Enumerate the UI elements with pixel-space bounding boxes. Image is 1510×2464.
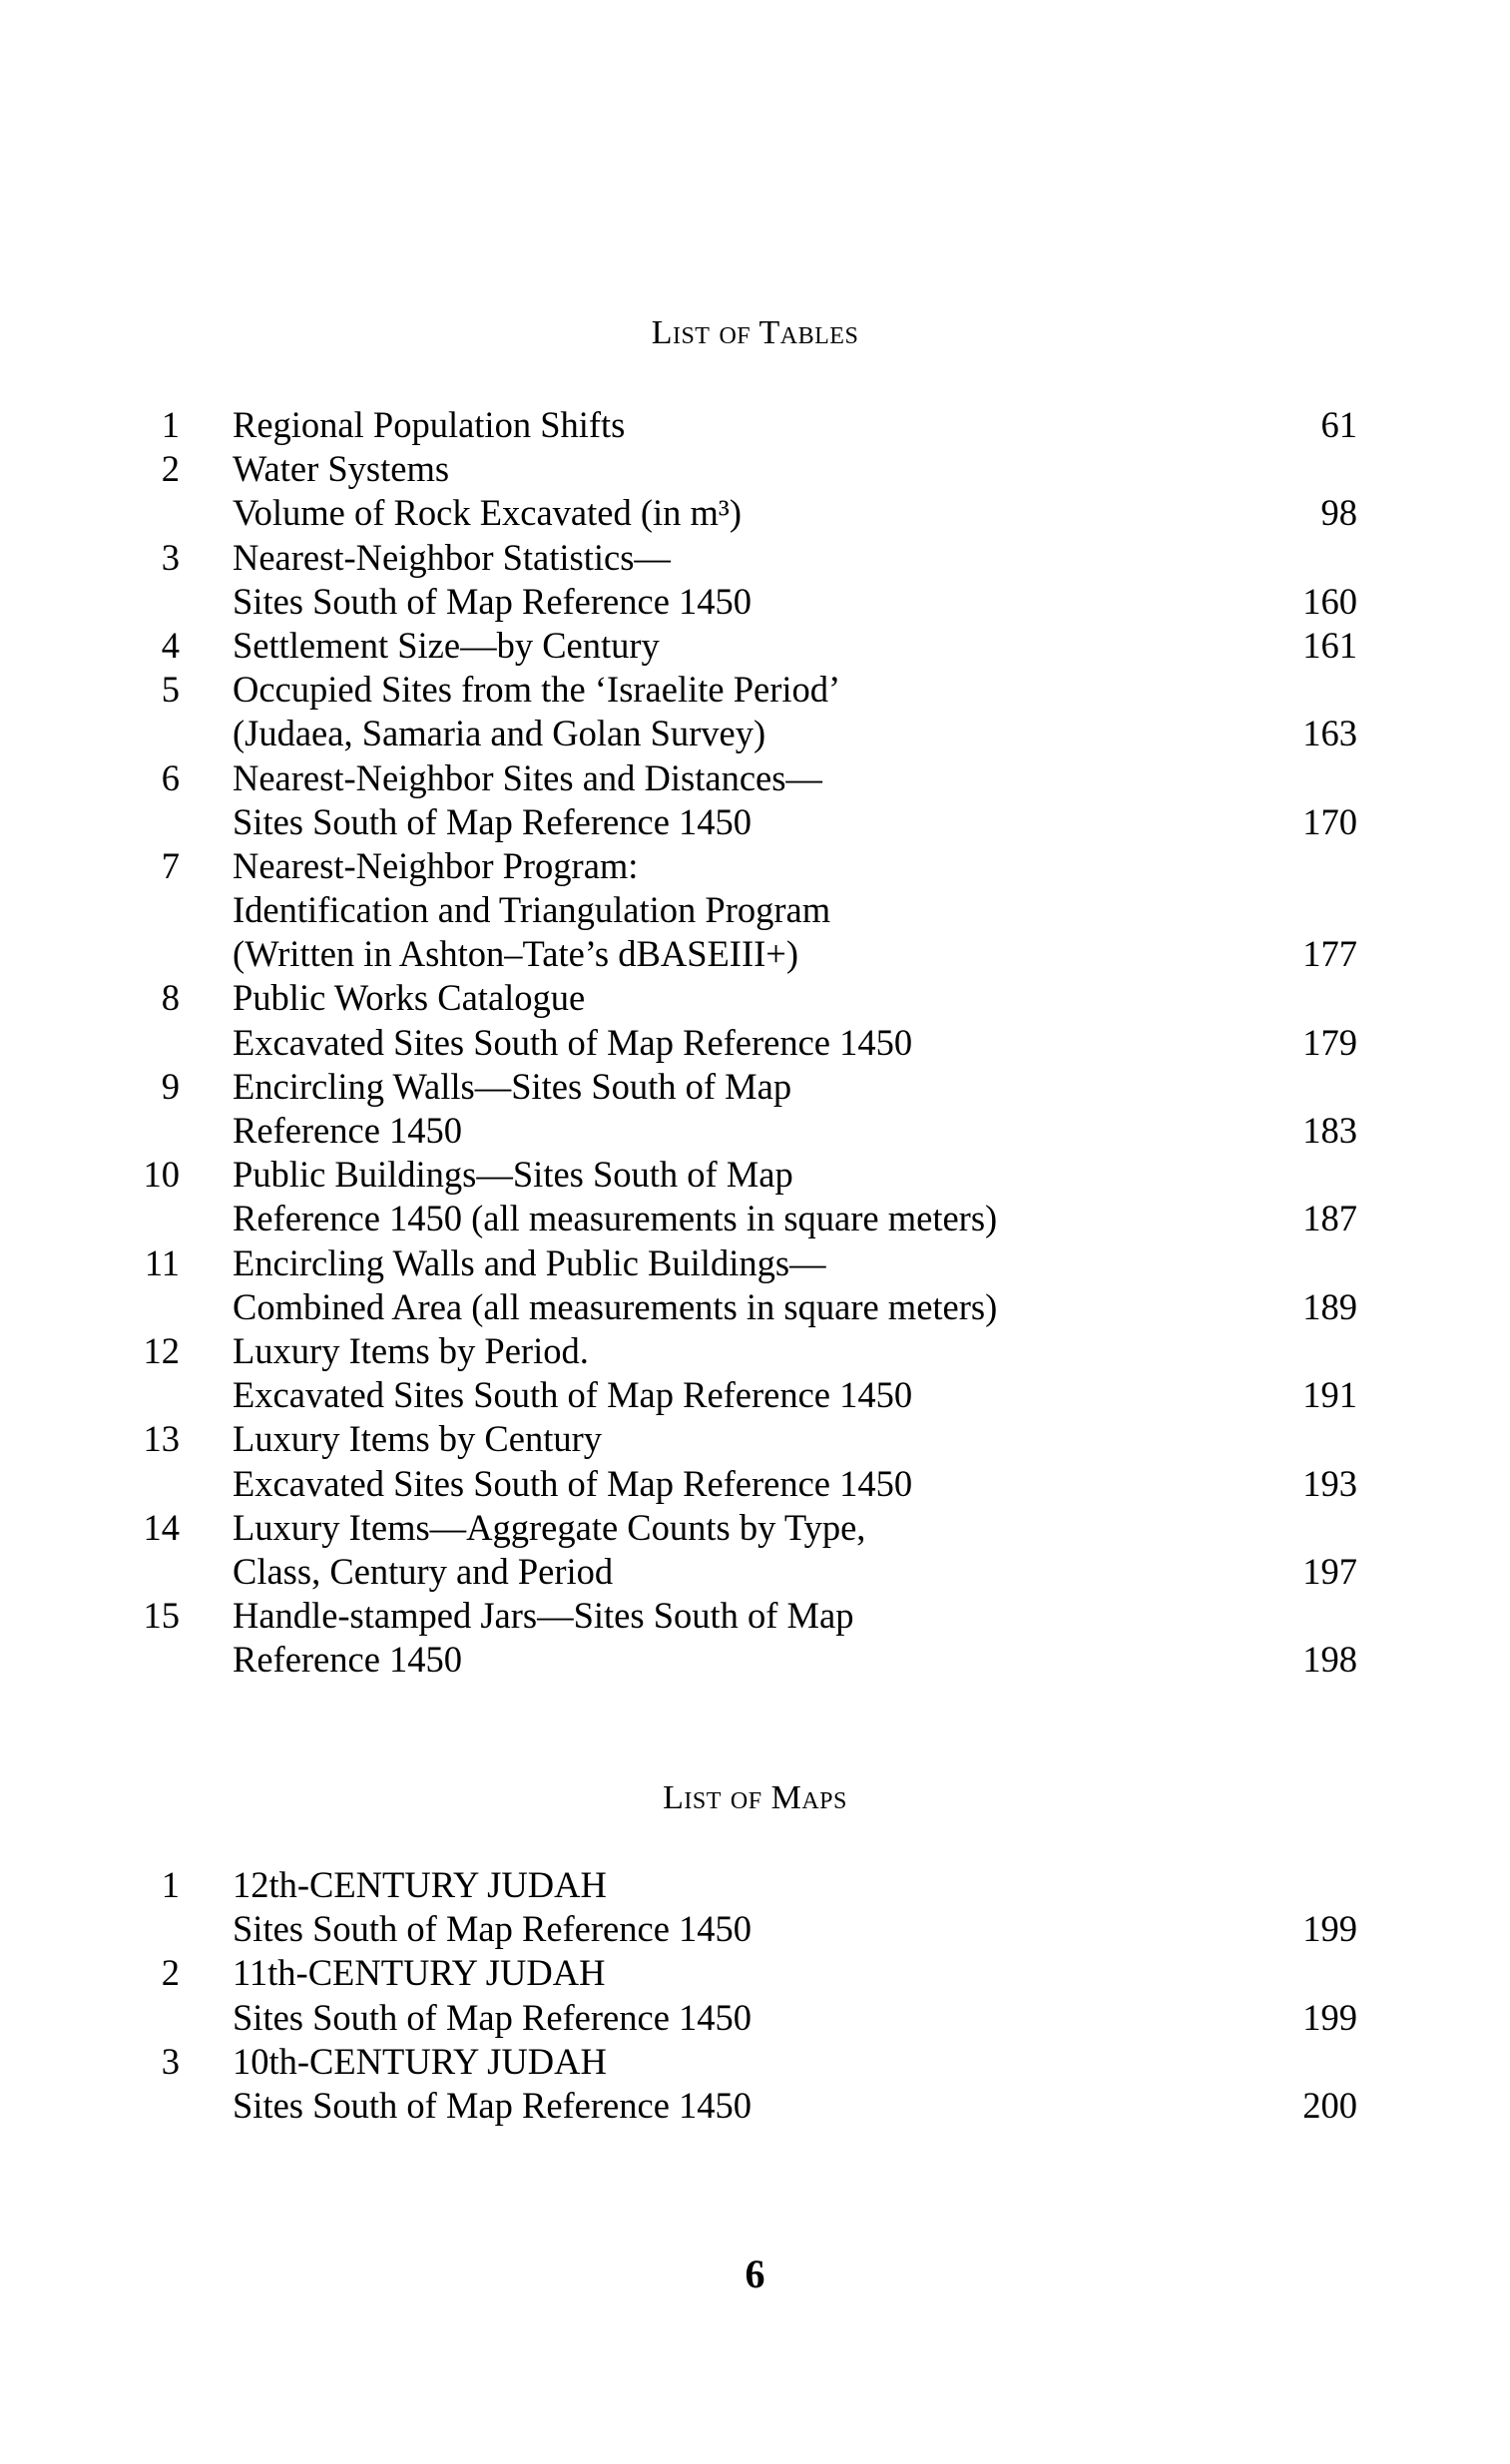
list-entry [140, 844, 1357, 977]
entry-title-line: Reference 1450 [233, 1110, 463, 1151]
entry-line [140, 2040, 1357, 2084]
entry-line [140, 1021, 1357, 1065]
entry-line [140, 1462, 1357, 1506]
list-entry [140, 1506, 1357, 1594]
entry-title-line: Excavated Sites South of Map Reference 1450 [233, 1021, 913, 1063]
entry-title-line: Sites South of Map Reference 1450 [233, 800, 753, 842]
entry-line [140, 1065, 1357, 1109]
entry-number: 11 [144, 1241, 180, 1283]
list-entry [140, 2040, 1357, 2128]
entry-line [140, 447, 1357, 491]
entry-page-number: 170 [1302, 800, 1357, 842]
entry-number: 2 [161, 1952, 180, 1994]
entry-page-number: 163 [1302, 713, 1357, 754]
entry-title-line: Luxury Items—Aggregate Counts by Type, [233, 1506, 866, 1548]
entry-line [140, 1417, 1357, 1461]
entry-title-line: Settlement Size—by Century [233, 624, 660, 666]
entry-title-line: Water Systems [233, 448, 450, 490]
entry-title-line: Handle-stamped Jars—Sites South of Map [233, 1595, 854, 1637]
entry-page-number: 187 [1302, 1198, 1357, 1239]
entry-title-line: Regional Population Shifts [233, 404, 626, 445]
entry-line [140, 1550, 1357, 1594]
entry-page-number: 199 [1302, 1996, 1357, 2038]
entry-line [140, 1907, 1357, 1951]
entry-title-line: Nearest-Neighbor Statistics— [233, 536, 671, 578]
entry-title-line: Public Works Catalogue [233, 977, 586, 1019]
entry-title-line: (Judaea, Samaria and Golan Survey) [233, 713, 766, 754]
entry-title-line: Sites South of Map Reference 1450 [233, 1908, 753, 1950]
entry-line [140, 1594, 1357, 1638]
entry-page-number: 200 [1302, 2084, 1357, 2126]
entry-page-number: 199 [1302, 1908, 1357, 1950]
entry-title-line: Luxury Items by Century [233, 1418, 603, 1460]
entry-number: 3 [161, 2040, 180, 2082]
entry-title-line: Volume of Rock Excavated (in m³) [233, 492, 742, 534]
entry-page-number: 193 [1302, 1462, 1357, 1504]
entry-line [140, 403, 1357, 447]
entry-number: 10 [143, 1154, 180, 1196]
entry-page-number: 61 [1320, 404, 1357, 445]
entry-number: 2 [161, 448, 180, 490]
entry-line [140, 624, 1357, 668]
entry-line [140, 800, 1357, 844]
entry-number: 5 [161, 669, 180, 711]
entry-page-number: 179 [1302, 1021, 1357, 1063]
entry-line [140, 888, 1357, 932]
entry-page-number: 177 [1302, 933, 1357, 975]
entry-line [140, 1506, 1357, 1550]
list-of-maps [140, 1863, 1357, 2128]
entry-number: 1 [161, 1864, 180, 1905]
entry-title-line: Luxury Items by Period. [233, 1329, 589, 1371]
list-entry [140, 447, 1357, 535]
entry-title-line: 11th-CENTURY JUDAH [233, 1952, 606, 1994]
entry-title-line: Reference 1450 [233, 1639, 463, 1681]
entry-line [140, 1373, 1357, 1417]
entry-title-line: Encircling Walls—Sites South of Map [233, 1065, 792, 1107]
list-entry [140, 1951, 1357, 2039]
entry-title-line: Sites South of Map Reference 1450 [233, 2084, 753, 2126]
entry-line [140, 1197, 1357, 1240]
entry-number: 7 [161, 844, 180, 886]
page-number: 6 [745, 2251, 765, 2296]
entry-title-line: Identification and Triangulation Program [233, 889, 831, 931]
list-entry [140, 976, 1357, 1064]
entry-line [140, 1863, 1357, 1907]
entry-line [140, 1109, 1357, 1153]
entry-title-line: Nearest-Neighbor Program: [233, 844, 639, 886]
entry-line [140, 491, 1357, 535]
entry-title-line: Class, Century and Period [233, 1550, 614, 1592]
entry-title-line: (Written in Ashton–Tate’s dBASEIII+) [233, 933, 799, 975]
entry-page-number: 160 [1302, 580, 1357, 622]
entry-line [140, 1996, 1357, 2040]
entry-page-number: 197 [1302, 1550, 1357, 1592]
entry-line [140, 932, 1357, 976]
entry-line [140, 536, 1357, 580]
entry-line [140, 1329, 1357, 1373]
list-entry [140, 756, 1357, 844]
entry-line [140, 756, 1357, 800]
entry-page-number: 189 [1302, 1285, 1357, 1327]
entry-title-line: Sites South of Map Reference 1450 [233, 580, 753, 622]
entry-title-line: Combined Area (all measurements in square meters) [233, 1285, 998, 1327]
entry-line [140, 712, 1357, 755]
entry-line [140, 1241, 1357, 1285]
entry-line [140, 844, 1357, 888]
list-entry [140, 1329, 1357, 1417]
entry-line [140, 1951, 1357, 1995]
list-entry [140, 1594, 1357, 1682]
entry-page-number: 198 [1302, 1639, 1357, 1681]
entry-page-number: 161 [1302, 624, 1357, 666]
entry-number: 14 [143, 1506, 180, 1548]
list-entry [140, 1863, 1357, 1951]
entry-number: 12 [143, 1329, 180, 1371]
entry-number: 15 [143, 1595, 180, 1637]
entry-line [140, 1638, 1357, 1682]
entry-title-line: Reference 1450 (all measurements in square meters) [233, 1198, 998, 1239]
entry-number: 13 [143, 1418, 180, 1460]
list-entry [140, 536, 1357, 624]
list-entry [140, 668, 1357, 755]
entry-title-line: Public Buildings—Sites South of Map [233, 1154, 793, 1196]
entry-number: 6 [161, 756, 180, 798]
entry-number: 3 [161, 536, 180, 578]
entry-number: 4 [161, 624, 180, 666]
entry-title-line: Encircling Walls and Public Buildings— [233, 1241, 826, 1283]
entry-line [140, 1285, 1357, 1329]
list-of-tables [140, 403, 1357, 1682]
list-entry [140, 1241, 1357, 1329]
entry-title-line: Excavated Sites South of Map Reference 1450 [233, 1374, 913, 1416]
entry-title-line: 10th-CENTURY JUDAH [233, 2040, 607, 2082]
entry-page-number: 191 [1302, 1374, 1357, 1416]
list-entry [140, 403, 1357, 447]
list-of-maps-heading: List of Maps [663, 1779, 847, 1816]
list-of-tables-heading: List of Tables [651, 314, 859, 351]
entry-page-number: 98 [1320, 492, 1357, 534]
entry-title-line: Occupied Sites from the ‘Israelite Period’ [233, 669, 841, 711]
entry-title-line: Excavated Sites South of Map Reference 1450 [233, 1462, 913, 1504]
entry-title-line: Nearest-Neighbor Sites and Distances— [233, 756, 822, 798]
entry-page-number: 183 [1302, 1110, 1357, 1151]
entry-line [140, 1153, 1357, 1197]
entry-title-line: Sites South of Map Reference 1450 [233, 1996, 753, 2038]
entry-title-line: 12th-CENTURY JUDAH [233, 1864, 607, 1905]
entry-number: 1 [161, 404, 180, 445]
entry-line [140, 580, 1357, 624]
entry-line [140, 668, 1357, 712]
list-entry [140, 1417, 1357, 1505]
list-entry [140, 624, 1357, 668]
list-entry [140, 1153, 1357, 1240]
list-entry [140, 1065, 1357, 1153]
entry-line [140, 976, 1357, 1020]
entry-number: 8 [161, 977, 180, 1019]
entry-number: 9 [161, 1065, 180, 1107]
entry-line [140, 2084, 1357, 2128]
